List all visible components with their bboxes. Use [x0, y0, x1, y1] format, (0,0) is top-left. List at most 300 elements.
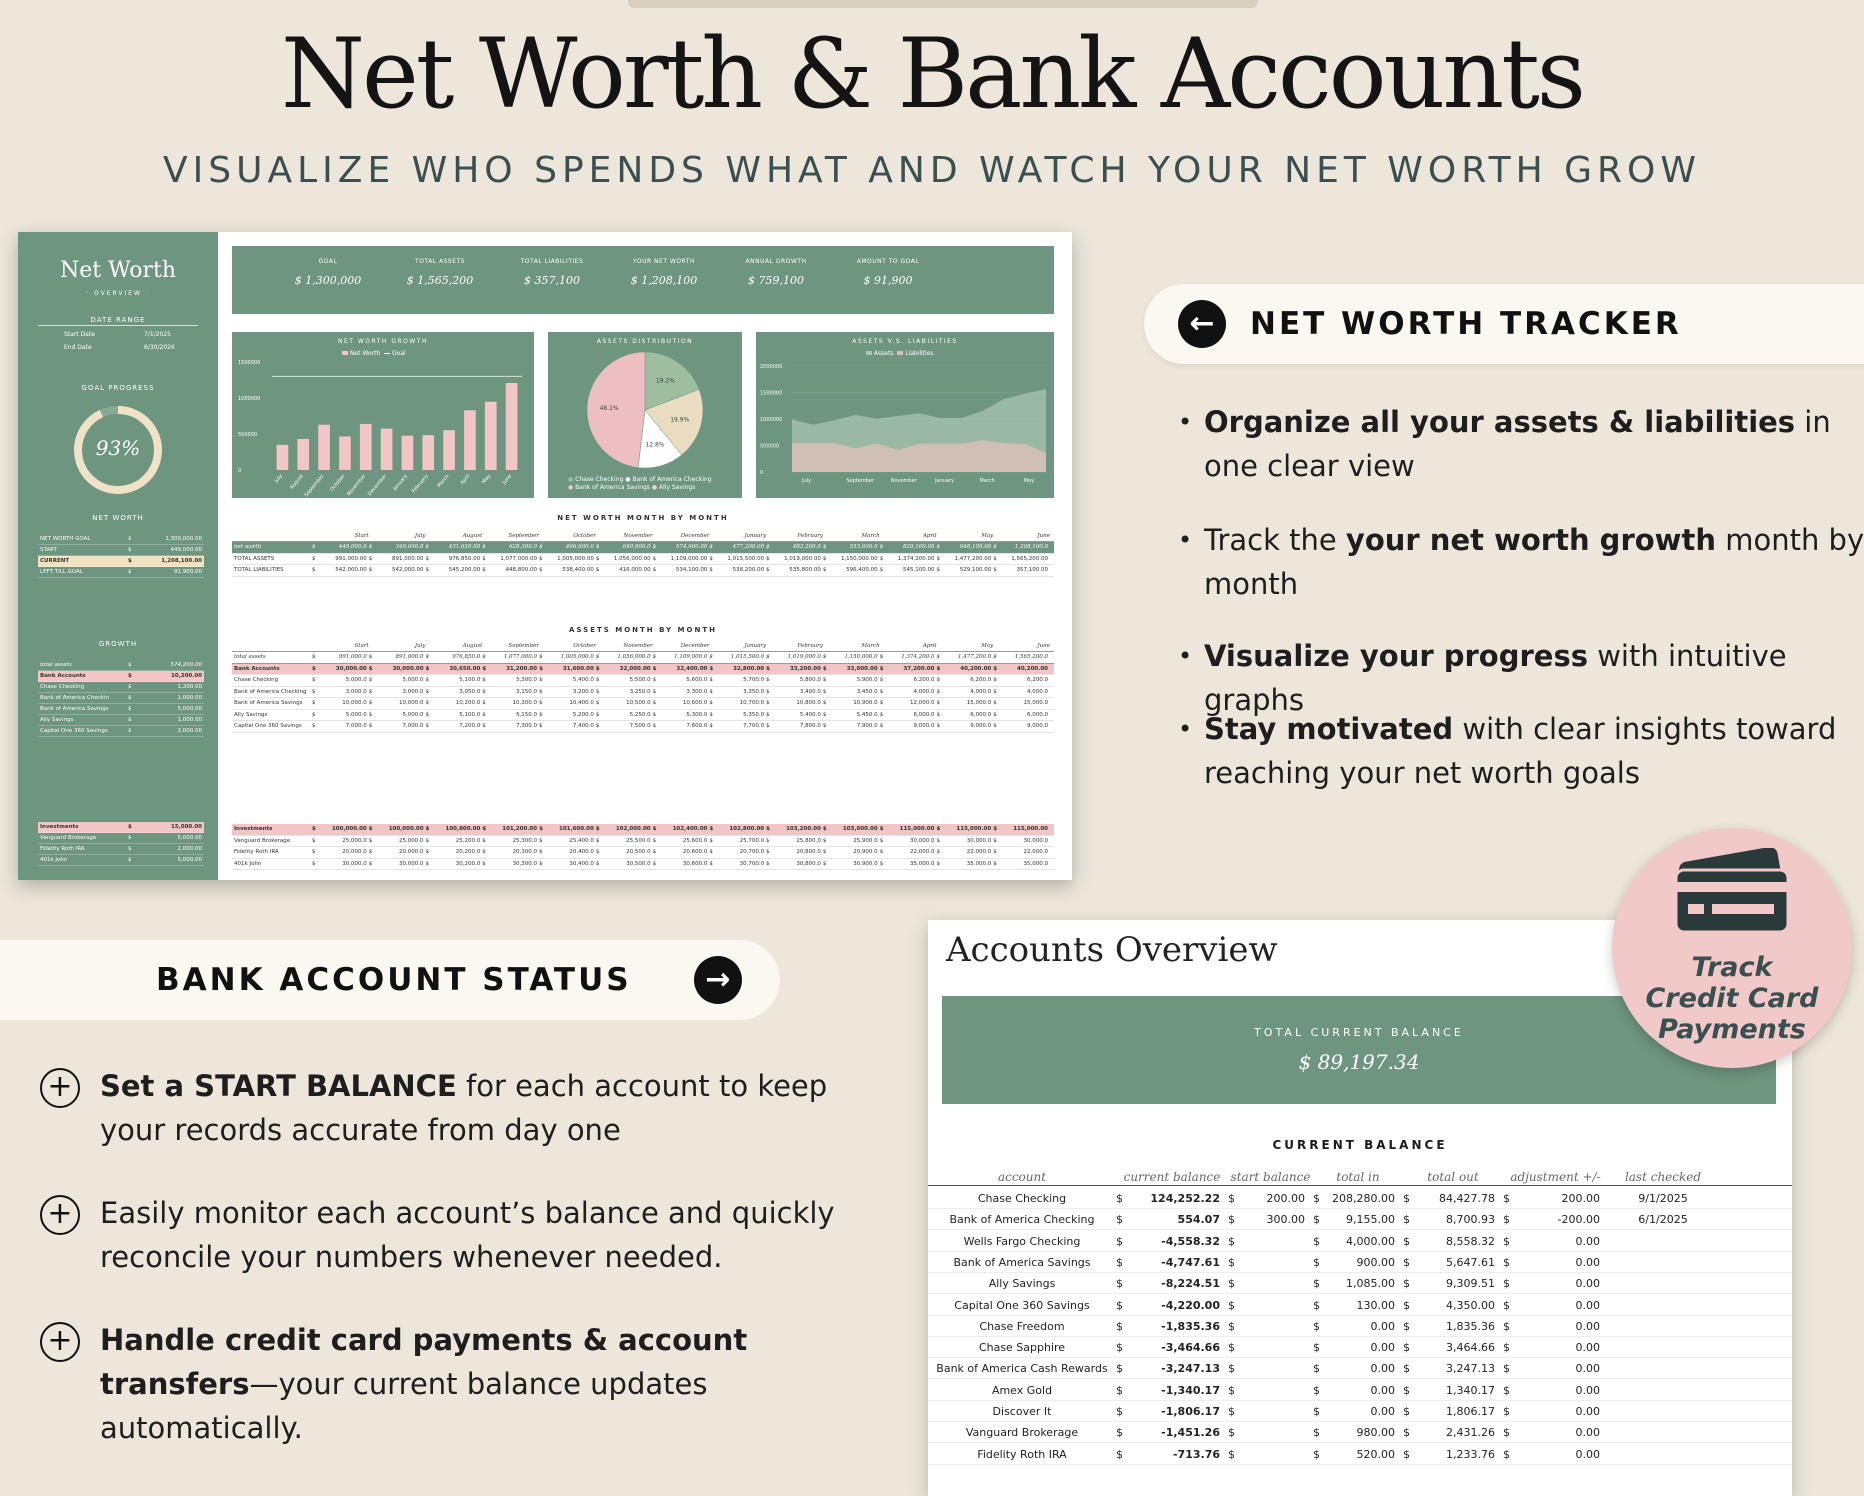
bullet-dot: •: [1178, 526, 1193, 554]
currency-sign: $: [936, 826, 941, 832]
arrow-right-icon: →: [694, 956, 742, 1004]
kpi-value: $ 91,900: [863, 274, 913, 287]
plus-icon: +: [40, 1195, 80, 1235]
currency-sign: $: [1503, 1426, 1510, 1440]
account-row: [928, 1316, 1792, 1337]
x-tick-label: July: [273, 473, 284, 485]
column-header[interactable]: start balance: [1230, 1170, 1311, 1184]
currency-sign: $: [993, 860, 997, 867]
arrow-left-icon: ←: [1178, 300, 1226, 348]
tracker-bullet: [1178, 707, 1864, 795]
currency-sign: $: [539, 677, 543, 683]
row-label: Investments: [234, 826, 273, 832]
cell-value: 8,700.93: [1446, 1213, 1495, 1227]
currency-sign: $: [993, 723, 997, 729]
cell-value: 101,600.00: [559, 826, 594, 832]
currency-sign: $: [312, 826, 316, 832]
currency-sign: $: [1403, 1234, 1410, 1248]
currency-sign: $: [1403, 1383, 1410, 1397]
cell-value: 10,000.0: [399, 700, 424, 706]
account-row: [928, 1337, 1792, 1358]
account-row: [928, 1273, 1792, 1294]
currency-sign: $: [1313, 1213, 1320, 1227]
kpi-bar: [232, 246, 1054, 314]
pie-label: 19.2%: [655, 377, 675, 385]
cell-value: 1,150,000.0: [844, 654, 878, 660]
cell-value[interactable]: 0.00: [1575, 1447, 1600, 1461]
cell-value[interactable]: 0.00: [1575, 1341, 1600, 1355]
cell-value: 35,000.0: [966, 860, 992, 867]
currency-sign: $: [822, 860, 827, 867]
cell-value: 5,250.0: [629, 711, 651, 718]
currency-sign: $: [1116, 1341, 1123, 1355]
account-row: [928, 1422, 1792, 1443]
cell-value: 103,600.00: [842, 826, 878, 832]
currency-sign: $: [1228, 1277, 1235, 1291]
cell-value: 991,000.0: [338, 654, 367, 660]
sidebar-row-currency: $: [128, 536, 132, 542]
bar: [443, 430, 455, 470]
cell-value: 5,100.0: [459, 711, 481, 718]
cell-value: 25,300.0: [512, 837, 538, 844]
x-tick-label: February: [410, 473, 430, 495]
cell-value: -8,224.51: [1161, 1277, 1220, 1291]
account-row: [928, 1295, 1792, 1316]
table-header-row: [232, 642, 1054, 652]
month-header: Start: [354, 643, 369, 649]
x-tick-label: June: [501, 473, 514, 486]
tracker-bullet: [1178, 518, 1864, 606]
currency-sign: $: [1228, 1341, 1235, 1355]
cell-value: 3,464.66: [1446, 1341, 1495, 1355]
currency-sign: $: [368, 688, 373, 695]
cell-value: 7,800.0: [799, 723, 821, 729]
currency-sign: $: [425, 849, 430, 855]
currency-sign: $: [993, 711, 997, 718]
currency-sign: $: [1116, 1298, 1123, 1312]
currency-sign: $: [539, 723, 543, 729]
currency-sign: $: [709, 860, 713, 867]
currency-sign: $: [709, 544, 713, 550]
row-label: total assets: [234, 654, 266, 660]
cell-value: 545,200.00: [448, 567, 481, 573]
currency-sign: $: [652, 711, 657, 718]
currency-sign: $: [1503, 1405, 1510, 1418]
x-tick-label: September: [303, 473, 326, 498]
account-name: Fidelity Roth IRA: [977, 1447, 1067, 1461]
cell-value[interactable]: 0.00: [1575, 1426, 1600, 1440]
column-header[interactable]: last checked: [1624, 1170, 1702, 1184]
cell-value: 5,350.0: [743, 711, 765, 718]
currency-sign: $: [1403, 1341, 1410, 1355]
cell-value[interactable]: 0.00: [1575, 1255, 1600, 1269]
cell-value: 0.00: [1370, 1319, 1395, 1333]
x-tick-label: May: [1023, 478, 1035, 484]
bar: [485, 402, 497, 470]
cell-value: 1,019,000.0: [787, 654, 821, 660]
nw-section-title: NET WORTH MONTH BY MONTH: [557, 514, 729, 522]
month-header: May: [981, 643, 994, 649]
cell-value: 5,800.0: [799, 677, 821, 683]
cell-value: 12,000.0: [909, 700, 935, 706]
cell-value: 22,000.0: [909, 849, 935, 855]
kpi-card: [608, 258, 720, 287]
cell-value[interactable]: 0.00: [1575, 1298, 1600, 1312]
sidebar-row: [38, 556, 204, 567]
cell-value: 1,077,000.00: [500, 555, 538, 562]
start-date-value[interactable]: 7/1/2025: [144, 331, 171, 338]
cell-value: 5,100.0: [459, 677, 481, 683]
currency-sign: $: [1503, 1447, 1510, 1461]
bar: [339, 436, 351, 470]
cell-value[interactable]: 0.00: [1575, 1277, 1600, 1291]
currency-sign: $: [766, 849, 770, 855]
cell-value: 3,247.13: [1446, 1362, 1495, 1376]
currency-sign: $: [1313, 1298, 1320, 1312]
sidebar-row-label: Fidelity Roth IRA: [40, 846, 85, 852]
currency-sign: $: [312, 544, 316, 550]
currency-sign: $: [1313, 1405, 1320, 1418]
account-row: [928, 1444, 1792, 1465]
currency-sign: $: [425, 837, 430, 844]
currency-sign: $: [652, 555, 657, 562]
month-header: May: [981, 533, 994, 539]
cell-value: 115,000.00: [1013, 826, 1048, 832]
x-tick-label: August: [288, 473, 305, 491]
column-header[interactable]: total in: [1336, 1170, 1380, 1184]
currency-sign: $: [709, 567, 713, 573]
cell-value[interactable]: 9/1/2025: [1638, 1192, 1688, 1205]
cell-value: 115,000.00: [956, 826, 992, 832]
growth-summary: [38, 660, 204, 737]
plus-icon: +: [40, 1068, 80, 1108]
cell-value: 449,000.0: [338, 544, 367, 550]
currency-sign: $: [1313, 1234, 1320, 1248]
currency-sign: $: [652, 654, 657, 660]
bold-text: your net worth growth: [1345, 523, 1716, 557]
currency-sign: $: [425, 665, 430, 672]
accounts-header: [928, 1166, 1792, 1186]
y-tick-label: 1000000: [760, 417, 783, 423]
currency-sign: $: [312, 555, 316, 562]
sidebar-row-currency: $: [128, 824, 132, 830]
currency-sign: $: [652, 860, 657, 867]
currency-sign: $: [368, 544, 373, 550]
column-header[interactable]: adjustment +/-: [1510, 1170, 1601, 1184]
month-header: January: [744, 643, 767, 649]
cell-value: 10,400.0: [569, 700, 594, 706]
cell-value: 20,600.0: [682, 849, 708, 855]
currency-sign: $: [1116, 1319, 1123, 1333]
sidebar-row-value: 449,000.00: [170, 547, 202, 553]
cell-value[interactable]: 0.00: [1575, 1383, 1600, 1397]
currency-sign: $: [1313, 1341, 1320, 1355]
cell-value: 357,100.00: [1016, 567, 1048, 573]
cell-value: 37,200.00: [903, 665, 935, 672]
cell-value: -4,558.32: [1161, 1234, 1220, 1248]
currency-sign: $: [879, 711, 884, 718]
cell-value[interactable]: 200.00: [1561, 1192, 1600, 1205]
cell-value: 0.00: [1370, 1362, 1395, 1376]
cell-value[interactable]: 0.00: [1575, 1405, 1600, 1418]
cell-value: 7,000.0: [402, 723, 424, 729]
currency-sign: $: [936, 860, 940, 867]
cell-value: 30,400.0: [569, 860, 594, 867]
cell-value: 4,000.0: [913, 688, 935, 695]
account-name: Capital One 360 Savings: [954, 1298, 1090, 1312]
sidebar-row: [38, 671, 204, 682]
currency-sign: $: [1503, 1213, 1510, 1227]
cell-value: 3,450.0: [856, 688, 878, 695]
cell-value: 1,005,000.00: [557, 555, 594, 562]
currency-sign: $: [1313, 1383, 1320, 1397]
cell-value: 891,000.00: [392, 555, 424, 562]
sidebar-row-label: CURRENT: [40, 558, 70, 564]
currency-sign: $: [1228, 1255, 1235, 1269]
cell-value: 10,800.0: [796, 700, 821, 706]
net-worth-table: [232, 532, 1054, 577]
cell-value: 3,400.0: [799, 688, 821, 695]
cell-value: 596,400.00: [846, 567, 878, 573]
month-header: February: [797, 643, 823, 649]
cell-value: 0.00: [1370, 1341, 1395, 1355]
current-balance-title: CURRENT BALANCE: [1272, 1138, 1448, 1152]
cell-value[interactable]: -200.00: [1557, 1213, 1600, 1227]
currency-sign: $: [1116, 1383, 1123, 1397]
credit-card-icon: [1668, 848, 1796, 938]
kpi-value: $ 1,565,200: [406, 274, 474, 287]
area-series: [792, 440, 1046, 472]
currency-sign: $: [539, 700, 543, 706]
currency-sign: $: [1403, 1298, 1410, 1312]
cell-value[interactable]: 6/1/2025: [1638, 1213, 1688, 1227]
currency-sign: $: [368, 654, 373, 660]
cell-value: 520.00: [1356, 1447, 1395, 1461]
sidebar-row-label: 401k John: [40, 857, 68, 863]
account-name: Bank of America Savings: [953, 1255, 1091, 1269]
cell-value: -1,340.17: [1161, 1383, 1220, 1397]
cell-value: 5,400.0: [572, 677, 594, 683]
currency-sign: $: [709, 688, 713, 695]
y-tick-label: 1500000: [238, 360, 261, 366]
cell-value: 554.07: [1177, 1213, 1220, 1227]
column-header[interactable]: account: [997, 1170, 1047, 1184]
cell-value: 25,000.0: [399, 837, 424, 844]
kpi-value: $ 759,100: [748, 274, 804, 287]
sidebar-row-currency: $: [128, 684, 132, 690]
cell-value: 640,000.0: [622, 544, 651, 550]
currency-sign: $: [709, 826, 714, 832]
table-row: [232, 542, 1054, 554]
sidebar-row-label: Investments: [40, 824, 79, 830]
currency-sign: $: [1503, 1255, 1510, 1269]
row-label: Bank Accounts: [234, 665, 280, 672]
currency-sign: $: [312, 849, 316, 855]
currency-sign: $: [709, 837, 713, 844]
sidebar-row-currency: $: [128, 835, 132, 841]
currency-sign: $: [1403, 1362, 1410, 1376]
currency-sign: $: [879, 555, 884, 562]
cell-value: 115,000.00: [899, 826, 935, 832]
currency-sign: $: [879, 723, 884, 729]
cell-value: 900.00: [1356, 1255, 1395, 1269]
cell-value: 976,850.00: [448, 555, 481, 562]
currency-sign: $: [879, 544, 884, 550]
month-header: November: [623, 533, 653, 539]
pie-label: 12.8%: [645, 441, 665, 449]
month-header: June: [1037, 533, 1050, 539]
currency-sign: $: [368, 567, 373, 573]
sidebar-row-value: 2,000.00: [177, 846, 202, 852]
divider: [38, 325, 198, 326]
currency-sign: $: [539, 837, 543, 844]
cell-value: 6,000.0: [913, 711, 935, 718]
pie-plot: [548, 332, 742, 498]
sidebar-row: [38, 715, 204, 726]
currency-sign: $: [936, 723, 940, 729]
cell-value: 10,700.0: [739, 700, 765, 706]
cell-value: 9,000.0: [970, 723, 992, 729]
currency-sign: $: [1503, 1341, 1510, 1355]
text: month by month: [1204, 523, 1864, 601]
currency-sign: $: [539, 711, 543, 718]
currency-sign: $: [1503, 1192, 1510, 1205]
x-tick-label: January: [935, 478, 955, 484]
currency-sign: $: [425, 654, 430, 660]
currency-sign: $: [482, 849, 486, 855]
row-label: Fidelity Roth IRA: [234, 849, 279, 855]
column-header[interactable]: current balance: [1123, 1170, 1221, 1184]
assets-table: [232, 642, 1054, 733]
cell-value: -1,835.36: [1161, 1319, 1220, 1333]
column-header[interactable]: total out: [1427, 1170, 1479, 1184]
cell-value: 10,200.0: [455, 700, 481, 706]
currency-sign: $: [766, 544, 770, 550]
cell-value: 5,600.0: [686, 677, 708, 683]
cell-value: 22,000.0: [1023, 849, 1048, 855]
x-tick-label: July: [802, 478, 811, 484]
currency-sign: $: [1228, 1192, 1235, 1205]
cell-value: 208,280.00: [1332, 1192, 1395, 1205]
cell-value[interactable]: 200.00: [1266, 1192, 1305, 1205]
sidebar-row-currency: $: [128, 706, 132, 712]
currency-sign: $: [1313, 1277, 1320, 1291]
currency-sign: $: [766, 723, 770, 729]
cell-value: 2,431.26: [1446, 1426, 1495, 1440]
currency-sign: $: [766, 567, 770, 573]
cell-value: 8,558.32: [1446, 1234, 1495, 1248]
currency-sign: $: [993, 567, 997, 573]
currency-sign: $: [368, 555, 373, 562]
currency-sign: $: [482, 654, 486, 660]
page-subtitle: VISUALIZE WHO SPENDS WHAT AND WATCH YOUR NET WORTH GROW: [163, 150, 1701, 191]
cell-value: 30,650.00: [449, 665, 481, 672]
cell-value: 1,005,000.0: [560, 654, 594, 660]
cell-value: 6,200.0: [1026, 677, 1048, 683]
x-tick-label: March: [436, 473, 451, 489]
cell-value: 5,647.61: [1446, 1255, 1495, 1269]
sidebar-row: [38, 855, 204, 866]
account-name: Bank of America Checking: [949, 1213, 1095, 1227]
row-label: 401k John: [234, 860, 262, 867]
cell-value: 30,000.0: [399, 860, 424, 867]
kpi-card: [832, 258, 944, 287]
currency-sign: $: [312, 677, 316, 683]
currency-sign: $: [1228, 1405, 1235, 1418]
currency-sign: $: [822, 826, 827, 832]
currency-sign: $: [709, 700, 713, 706]
cell-value: 5,300.0: [516, 677, 538, 683]
currency-sign: $: [425, 711, 430, 718]
currency-sign: $: [482, 837, 486, 844]
currency-sign: $: [482, 723, 486, 729]
cell-value[interactable]: 0.00: [1575, 1319, 1600, 1333]
currency-sign: $: [1116, 1447, 1123, 1461]
currency-sign: $: [312, 837, 316, 844]
x-tick-label: November: [345, 473, 368, 498]
cell-value[interactable]: 0.00: [1575, 1362, 1600, 1376]
cell-value: 103,200.00: [786, 826, 821, 832]
kpi-card: [720, 258, 832, 287]
currency-sign: $: [1228, 1319, 1235, 1333]
table-row: [232, 859, 1054, 871]
currency-sign: $: [1403, 1426, 1410, 1440]
cell-value: 20,900.0: [853, 849, 878, 855]
cell-value: 25,200.0: [455, 837, 481, 844]
kpi-value: $ 1,300,000: [294, 274, 362, 287]
end-date-value[interactable]: 6/30/2026: [144, 344, 175, 351]
kpi-label: GOAL: [318, 258, 338, 265]
cell-value: 6,000.0: [1026, 711, 1048, 718]
currency-sign: $: [652, 723, 657, 729]
cell-value: 30,900.0: [853, 860, 878, 867]
sidebar-row-value: 15,000.00: [171, 824, 202, 830]
bold-text: Stay motivated: [1204, 712, 1454, 746]
sidebar-row-value: 5,000.00: [177, 857, 202, 863]
cell-value: -1,451.26: [1161, 1426, 1220, 1440]
cell-value[interactable]: 300.00: [1266, 1213, 1305, 1227]
currency-sign: $: [766, 860, 770, 867]
currency-sign: $: [595, 837, 600, 844]
cell-value: 5,000.0: [345, 711, 367, 718]
cell-value: -1,806.17: [1161, 1405, 1220, 1418]
account-row: [928, 1188, 1792, 1209]
net-worth-growth-chart: [232, 332, 534, 498]
bank-status-item: [100, 1191, 860, 1279]
sidebar-row: [38, 833, 204, 844]
cell-value: 5,200.0: [572, 711, 594, 718]
cell-value: 35,000.0: [909, 860, 935, 867]
cell-value: 483,200.0: [792, 544, 821, 550]
currency-sign: $: [1403, 1447, 1410, 1461]
currency-sign: $: [822, 723, 827, 729]
currency-sign: $: [879, 567, 884, 573]
y-tick-label: 1000000: [238, 396, 261, 402]
cell-value: 5,450.0: [856, 711, 878, 718]
cell-value: 5,000.0: [402, 677, 424, 683]
currency-sign: $: [539, 654, 543, 660]
currency-sign: $: [766, 677, 770, 683]
x-tick-label: January: [392, 473, 409, 492]
table-row: [232, 554, 1054, 566]
cell-value: 7,600.0: [686, 723, 708, 729]
currency-sign: $: [425, 700, 430, 706]
cell-value: 891,000.0: [395, 654, 424, 660]
cell-value[interactable]: 0.00: [1575, 1234, 1600, 1248]
cell-value: 32,000.00: [619, 665, 651, 672]
cell-value: -4,220.00: [1161, 1298, 1220, 1312]
legend-assets: Assets: [873, 350, 894, 357]
